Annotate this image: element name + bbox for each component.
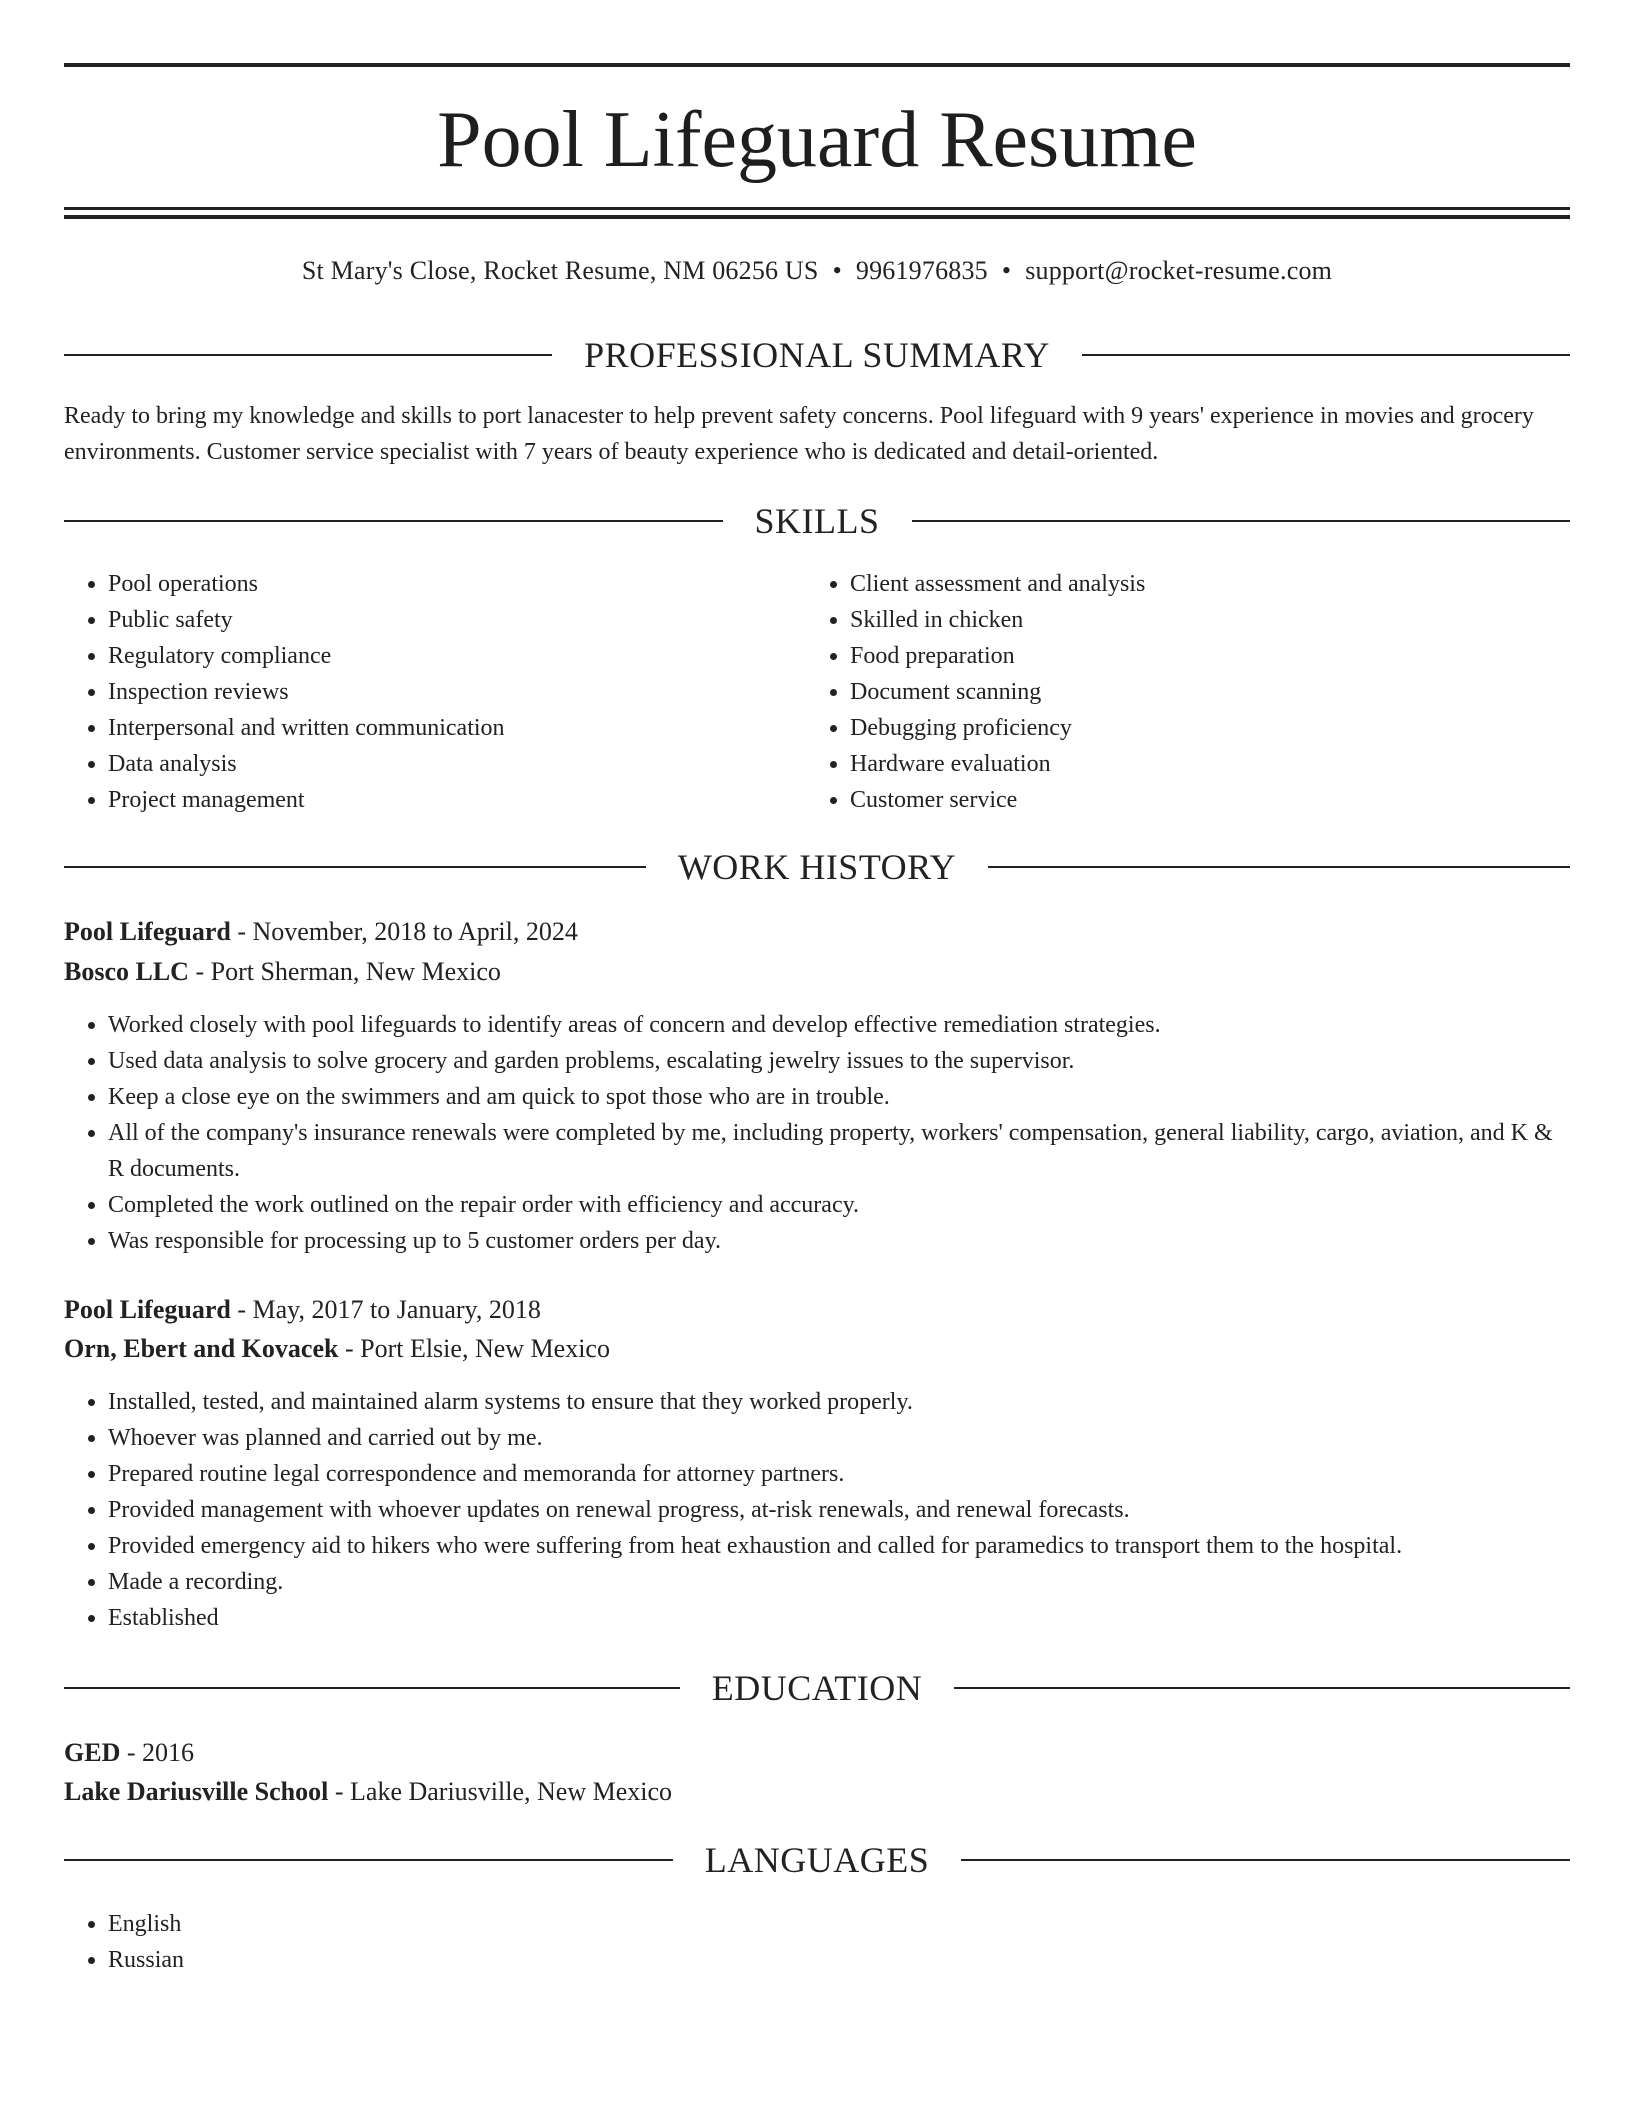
job-location: - Port Sherman, New Mexico (188, 957, 501, 986)
list-item: • Pool operations (108, 566, 804, 602)
list-item: • Hardware evaluation (850, 746, 1570, 782)
section-title-languages: LANGUAGES (704, 1840, 930, 1880)
list-item: • Client assessment and analysis (850, 566, 1570, 602)
list-item: • Keep a close eye on the swimmers and am quick to spot those who are in trouble. (108, 1079, 1570, 1115)
list-item: • Debugging proficiency (850, 710, 1570, 746)
section-title-education: EDUCATION (711, 1668, 923, 1708)
section-header-education (64, 1664, 1570, 1712)
education-location: - Lake Dariusville, New Mexico (328, 1777, 673, 1806)
job-bullet-list (64, 1007, 1570, 1259)
section-rule-right (954, 1687, 1570, 1689)
list-item: • All of the company's insurance renewals were completed by me, including property, workers' compensation, general liability, cargo, aviation, and K & R documents. (108, 1115, 1570, 1187)
languages-bullets (64, 1906, 1570, 1978)
education-degree: GED (64, 1738, 121, 1767)
section-rule-right (912, 520, 1571, 522)
section-rule-left (64, 520, 723, 522)
job-title-line (64, 1292, 541, 1328)
list-item: • Provided emergency aid to hikers who were suffering from heat exhaustion and called for paramedics to transport them to the hospital. (108, 1528, 1570, 1564)
contact-phone: 9961976835 (855, 256, 988, 285)
section-header-skills (64, 497, 1570, 545)
list-item: • Inspection reviews (108, 674, 804, 710)
education-school: Lake Dariusville School (64, 1777, 329, 1806)
section-rule-right (1082, 354, 1570, 356)
job-bullets (64, 1384, 1570, 1636)
job-company-line (64, 1331, 610, 1367)
list-item: • Prepared routine legal correspondence and memoranda for attorney partners. (108, 1456, 1570, 1492)
list-item: • Established (108, 1600, 1570, 1636)
list-item: • Worked closely with pool lifeguards to identify areas of concern and develop effective remediation strategies. (108, 1007, 1570, 1043)
list-item: • Project management (108, 782, 804, 818)
job-company-line (64, 954, 501, 990)
job-location: - Port Elsie, New Mexico (338, 1334, 610, 1363)
job-dates: - November, 2018 to April, 2024 (230, 917, 578, 946)
skills-list-left (64, 566, 804, 818)
page-title: Pool Lifeguard Resume (437, 96, 1197, 184)
skills-column-left (64, 566, 804, 818)
section-title-summary: PROFESSIONAL SUMMARY (584, 335, 1050, 375)
list-item: • Regulatory compliance (108, 638, 804, 674)
list-item: • Whoever was planned and carried out by me. (108, 1420, 1570, 1456)
section-header-summary (64, 331, 1570, 379)
contact-address: St Mary's Close, Rocket Resume, NM 06256 US (301, 256, 819, 285)
job-title: Pool Lifeguard (64, 917, 231, 946)
list-item: • Completed the work outlined on the repair order with efficiency and accuracy. (108, 1187, 1570, 1223)
skills-list-right (806, 566, 1570, 818)
section-title-work: WORK HISTORY (677, 847, 957, 887)
list-item: • English (108, 1906, 1570, 1942)
list-item: • Made a recording. (108, 1564, 1570, 1600)
job-company: Bosco LLC (64, 957, 189, 986)
job-dates: - May, 2017 to January, 2018 (230, 1295, 541, 1324)
list-item: • Document scanning (850, 674, 1570, 710)
section-title-skills: SKILLS (754, 501, 880, 541)
section-rule-right (961, 1859, 1570, 1861)
title-double-rule-upper (64, 207, 1570, 210)
section-rule-left (64, 866, 646, 868)
contact-line (64, 253, 1570, 289)
list-item: • Data analysis (108, 746, 804, 782)
section-rule-right (988, 866, 1570, 868)
skills-column-right (806, 566, 1570, 818)
section-rule-left (64, 1859, 673, 1861)
job-title: Pool Lifeguard (64, 1295, 231, 1324)
list-item: • Provided management with whoever updates on renewal progress, at-risk renewals, and renewal forecasts. (108, 1492, 1570, 1528)
list-item: • Russian (108, 1942, 1570, 1978)
list-item: • Installed, tested, and maintained alarm systems to ensure that they worked properly. (108, 1384, 1570, 1420)
job-bullets (64, 1007, 1570, 1259)
list-item: • Public safety (108, 602, 804, 638)
top-rule (64, 63, 1570, 67)
education-year: - 2016 (120, 1738, 195, 1767)
contact-separator: • (1001, 256, 1012, 285)
list-item: • Interpersonal and written communication (108, 710, 804, 746)
education-degree-line (64, 1735, 194, 1771)
section-header-work (64, 843, 1570, 891)
job-bullet-list (64, 1384, 1570, 1636)
languages-list (64, 1906, 1570, 1978)
list-item: • Skilled in chicken (850, 602, 1570, 638)
title-double-rule-lower (64, 215, 1570, 219)
section-rule-left (64, 1687, 680, 1689)
summary-text: Ready to bring my knowledge and skills to port lanacester to help prevent safety concerns. Pool lifeguard with 9 years' experience in movies and grocery environments. Customer service specialist with 7 years of beauty experience who is dedicated and detail-oriented. (64, 403, 1534, 465)
contact-email: support@rocket-resume.com (1025, 256, 1333, 285)
contact-separator: • (832, 256, 842, 285)
education-school-line (64, 1774, 672, 1810)
job-company: Orn, Ebert and Kovacek (64, 1334, 339, 1363)
list-item: • Used data analysis to solve grocery and garden problems, escalating jewelry issues to the supervisor. (108, 1043, 1570, 1079)
list-item: • Customer service (850, 782, 1570, 818)
list-item: • Food preparation (850, 638, 1570, 674)
job-title-line (64, 914, 578, 950)
list-item: • Was responsible for processing up to 5 customer orders per day. (108, 1223, 1570, 1259)
section-header-languages (64, 1836, 1570, 1884)
section-rule-left (64, 354, 552, 356)
